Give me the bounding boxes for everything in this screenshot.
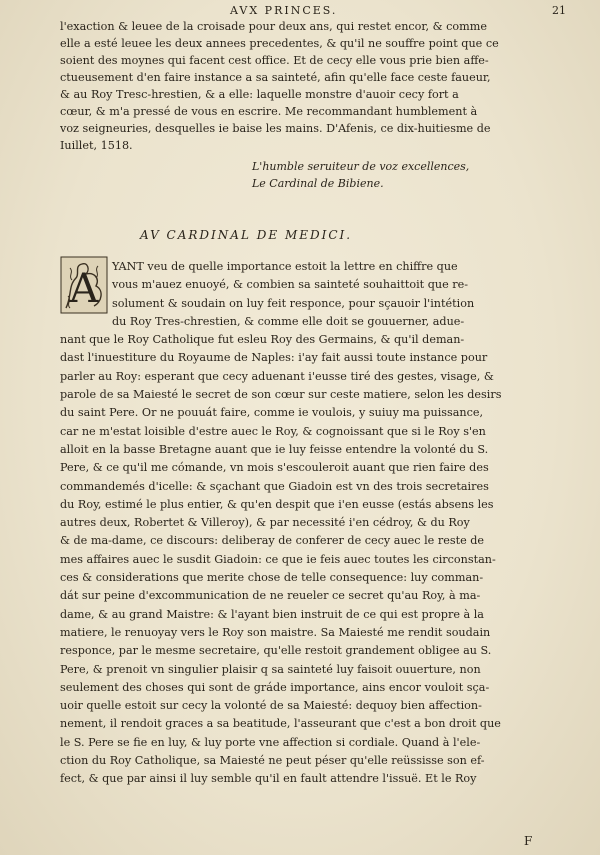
text-line: soient des moynes qui facent cest office. Et de cecy elle vous prie bien affe- xyxy=(60,54,489,67)
text-line: parole de sa Maiesté le secret de son cœur sur ceste matiere, selon les desirs xyxy=(60,388,502,402)
text-line: Pere, & ce qu'il me cómande, vn mois s'escouleroit auant que rien faire des xyxy=(60,461,489,475)
text-line: du saint Pere. Or ne pouuát faire, comme ie voulois, y suiuy ma puissance, xyxy=(60,406,484,420)
text-line: commandemés d'icelle: & sçachant que Giadoin est vn des trois secretaires xyxy=(60,479,489,493)
text-line: alloit en la basse Bretagne auant que ie luy feisse entendre la volonté du S. xyxy=(60,442,489,456)
text-line: ction du Roy Catholique, sa Maiesté ne peut péser qu'elle reüssisse son ef- xyxy=(60,754,485,768)
text-line: du Roy, estimé le plus entier, & qu'en despit que i'en eusse (estás absens les xyxy=(60,497,494,511)
text-line: responce, par le mesme secretaire, qu'elle restoit grandement obligee au S. xyxy=(60,644,492,658)
text-line: nement, il rendoit graces a sa beatitude, l'asseurant que c'est a bon droit que xyxy=(60,717,501,731)
running-title: AVX PRINCES. xyxy=(230,4,338,17)
text-line: cœur, & m'a pressé de vous en escrire. Me recommandant humblement à xyxy=(60,105,478,118)
text-line: YANT veu de quelle importance estoit la lettre en chiffre que xyxy=(112,260,458,273)
letter-two-body xyxy=(60,258,560,789)
text-line: seulement des choses qui sont de gráde importance, ains encor vouloit sça- xyxy=(60,680,490,694)
text-line: l'exaction & leuee de la croisade pour deux ans, qui restet encor, & comme xyxy=(60,20,488,33)
text-line: dát sur peine d'excommunication de ne reueler ce secret qu'au Roy, à ma- xyxy=(60,589,481,603)
text-line: voz seigneuries, desquelles ie baise les mains. D'Afenis, ce dix-huitiesme de xyxy=(60,122,491,135)
text-line: Pere, & prenoit vn singulier plaisir q sa sainteté luy faisoit ouuerture, non xyxy=(60,662,481,676)
text-line: le S. Pere se fie en luy, & luy porte vne affection si cordiale. Quand à l'ele- xyxy=(60,735,481,749)
text-line: mes affaires auec le susdit Giadoin: ce que ie feis auec toutes les circonstan- xyxy=(60,552,496,566)
text-line: & de ma-dame, ce discours: deliberay de conferer de cecy auec le reste de xyxy=(60,534,485,548)
dropcap-letter: A xyxy=(69,266,99,312)
text-line: dame, & au grand Maistre: & l'ayant bien instruit de ce qui est propre à la xyxy=(60,607,484,621)
text-line: nant que le Roy Catholique fut esleu Roy des Germains, & qu'il deman- xyxy=(60,333,465,347)
text-line: Iuillet, 1518. xyxy=(60,139,133,152)
text-line: du Roy Tres-chrestien, & comme elle doit se gouuerner, adue- xyxy=(112,314,465,328)
text-line: matiere, le renuoyay vers le Roy son maistre. Sa Maiesté me rendit soudain xyxy=(60,625,491,639)
text-line: car ne m'estat loisible d'estre auec le Roy, & cognoissant que si le Roy s'en xyxy=(60,424,486,438)
text-line: autres deux, Robertet & Villeroy), & par necessité i'en cédroy, & du Roy xyxy=(60,516,470,530)
text-line: parler au Roy: esperant que cecy aduenant i'eusse tiré des gestes, visage, & xyxy=(60,369,494,383)
page-number: 21 xyxy=(552,4,566,17)
signature-salutation: L'humble seruiteur de voz excellences, xyxy=(252,160,470,173)
text-line: fect, & que par ainsi il luy semble qu'il en fault attendre l'issuë. Et le Roy xyxy=(60,772,477,786)
text-line: uoir quelle estoit sur cecy la volonté de sa Maiesté: dequoy bien affection- xyxy=(60,699,482,713)
text-line: elle a esté leuee les deux annees precedentes, & qu'il ne souffre point que ce xyxy=(60,37,499,50)
text-line: ctueusement d'en faire instance a sa sainteté, afin qu'elle face ceste faueur, xyxy=(60,71,491,84)
text-line: vous m'auez enuoyé, & combien sa sainteté souhaittoit que re- xyxy=(112,278,468,292)
text-line: solument & soudain on luy feit responce, pour sçauoir l'intétion xyxy=(112,296,475,310)
text-line: & au Roy Tresc-hrestien, & a elle: laquelle monstre d'auoir cecy fort a xyxy=(60,88,459,101)
letter-one-body xyxy=(60,18,560,154)
text-line: ces & considerations que merite chose de telle consequence: luy comman- xyxy=(60,571,484,585)
text-line: dast l'inuestiture du Royaume de Naples: i'ay fait aussi toute instance pour xyxy=(60,351,488,365)
signature-name: Le Cardinal de Bibiene. xyxy=(252,177,384,190)
letter-heading: AV CARDINAL DE MEDICI. xyxy=(140,228,353,242)
signature-mark: F xyxy=(524,834,533,848)
